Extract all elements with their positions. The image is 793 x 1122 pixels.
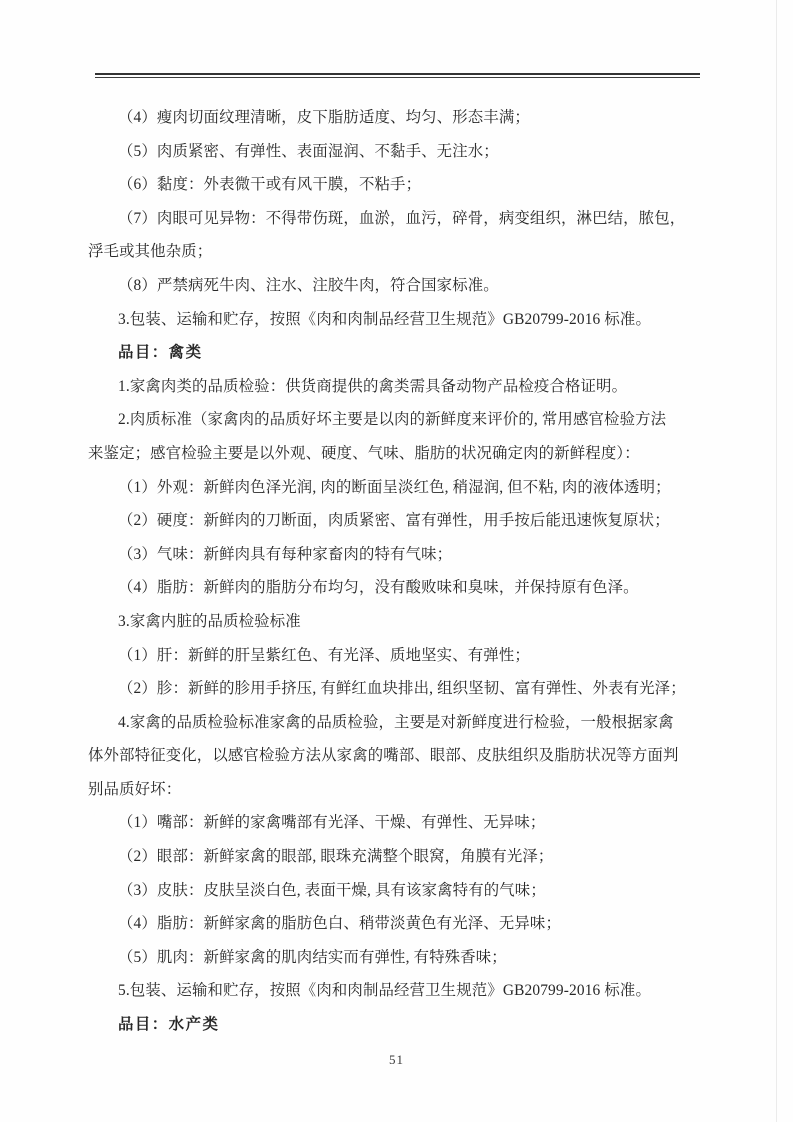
header-double-rule — [95, 73, 700, 78]
text-line: （1）肝：新鲜的肝呈紫红色、有光泽、质地坚实、有弹性； — [118, 646, 530, 664]
text-line: （2）硬度：新鲜肉的刀断面，肉质紧密、富有弹性，用手按后能迅速恢复原状； — [118, 512, 670, 530]
page-number: 51 — [389, 1052, 404, 1067]
text-line: 品目：禽类 — [118, 344, 203, 362]
text-line: 来鉴定；感官检验主要是以外观、硬度、气味、脂肪的状况确定肉的新鲜程度）： — [88, 444, 640, 462]
text-line: （6）黏度：外表微干或有风干膜，不粘手； — [118, 176, 422, 194]
text-line: 体外部特征变化，以感官检验方法从家禽的嘴部、眼部、皮肤组织及脂肪状况等方面判 — [88, 747, 679, 765]
text-line: （8）严禁病死牛肉、注水、注胶牛肉，符合国家标准。 — [118, 276, 499, 294]
text-line: 品目：水产类 — [118, 1016, 220, 1034]
text-line: （3）皮肤：皮肤呈淡白色, 表面干燥, 具有该家禽特有的气味； — [118, 881, 546, 899]
scan-edge-line — [776, 0, 777, 1122]
text-line: （1）外观：新鲜肉色泽光润, 肉的断面呈淡红色, 稍湿润, 但不粘, 肉的液体透明； — [118, 478, 671, 496]
text-line: （5）肉质紧密、有弹性、表面湿润、不黏手、无注水； — [118, 142, 499, 160]
document-body — [88, 101, 728, 1042]
text-line: （2）眼部：新鲜家禽的眼部, 眼珠充满整个眼窝，角膜有光泽； — [118, 848, 554, 866]
text-line: （3）气味：新鲜肉具有每种家畜肉的特有气味； — [118, 545, 453, 563]
text-line: （7）肉眼可见异物：不得带伤斑，血淤，血污，碎骨，病变组织，淋巴结，脓包， — [118, 209, 686, 227]
text-line: （2）胗：新鲜的胗用手挤压, 有鲜红血块排出, 组织坚韧、富有弹性、外表有光泽； — [118, 680, 686, 698]
text-line: （4）脂肪：新鲜肉的脂肪分布均匀，没有酸败味和臭味，并保持原有色泽。 — [118, 579, 639, 597]
text-line: 浮毛或其他杂质； — [88, 243, 213, 261]
text-line: （4）脂肪：新鲜家禽的脂肪色白、稍带淡黄色有光泽、无异味； — [118, 915, 561, 933]
text-line: 4.家禽的品质检验标准家禽的品质检验，主要是对新鲜度进行检验，一般根据家禽 — [118, 713, 674, 731]
text-line: （4）瘦肉切面纹理清晰，皮下脂肪适度、均匀、形态丰满； — [118, 109, 530, 126]
text-line: 5.包装、运输和贮存，按照《肉和肉制品经营卫生规范》GB20799-2016 标准。 — [118, 982, 652, 1000]
text-line: 3.家禽内脏的品质检验标准 — [118, 612, 301, 630]
text-line: 2.肉质标准（家禽肉的品质好坏主要是以肉的新鲜度来评价的, 常用感官检验方法 — [118, 411, 667, 429]
text-line: （1）嘴部：新鲜的家禽嘴部有光泽、干燥、有弹性、无异味； — [118, 814, 546, 832]
text-line: 别品质好坏： — [88, 780, 182, 798]
text-line: （5）肌肉：新鲜家禽的肌肉结实而有弹性, 有特殊香味； — [118, 948, 507, 966]
text-line: 1.家禽肉类的品质检验：供货商提供的禽类需具备动物产品检疫合格证明。 — [118, 377, 628, 395]
text-line: 3.包装、运输和贮存，按照《肉和肉制品经营卫生规范》GB20799-2016 标准。 — [118, 310, 652, 328]
